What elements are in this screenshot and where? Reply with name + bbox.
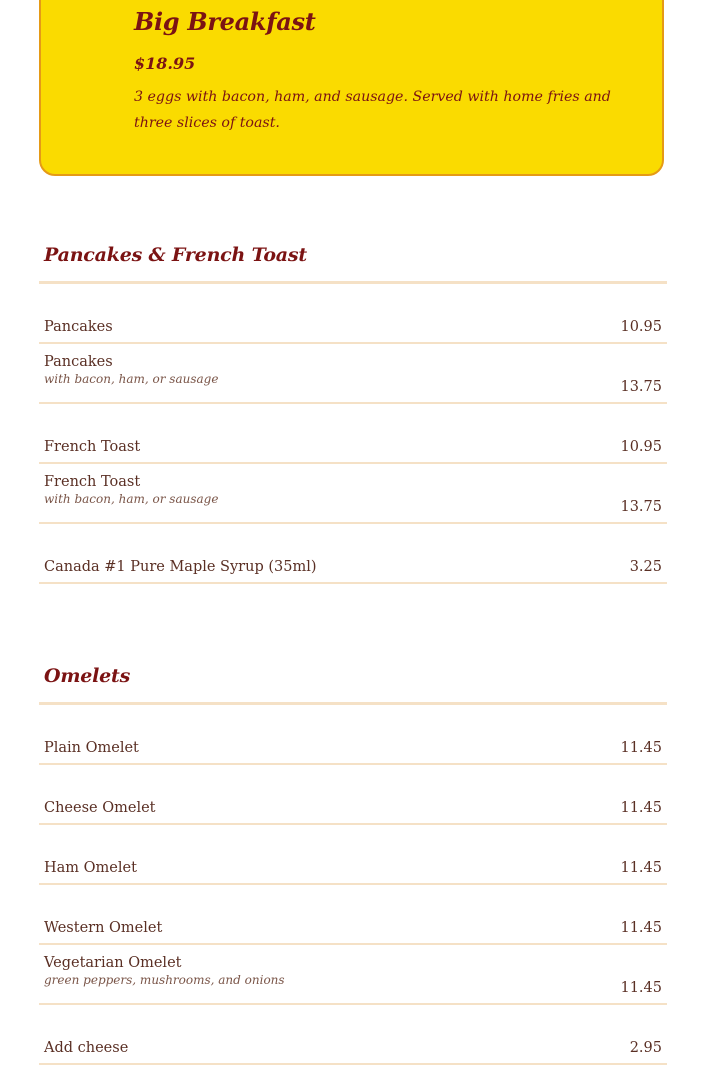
menu-item-price: 11.45 xyxy=(620,860,662,876)
menu-item-name: Ham Omelet xyxy=(44,860,137,876)
menu-item-name: Pancakes xyxy=(44,354,113,370)
menu-item-pancakes xyxy=(39,284,667,344)
featured-item-price: $18.95 xyxy=(134,54,196,73)
section-title-pancakes-french-toast: Pancakes & French Toast xyxy=(44,244,307,266)
menu-item-name: Add cheese xyxy=(44,1040,129,1056)
menu-item-price: 2.95 xyxy=(629,1040,662,1056)
menu-item-add-cheese xyxy=(39,1005,667,1065)
menu-item-price: 13.75 xyxy=(620,379,662,395)
menu-item-name: Plain Omelet xyxy=(44,740,139,756)
menu-item-price: 3.25 xyxy=(629,559,662,575)
menu-item-name: Western Omelet xyxy=(44,920,163,936)
menu-item-name: French Toast xyxy=(44,439,141,455)
menu-item-price: 10.95 xyxy=(620,319,662,335)
featured-item-card xyxy=(39,0,664,176)
menu-item-plain-omelet xyxy=(39,705,667,765)
menu-item-note: with bacon, ham, or sausage xyxy=(44,492,219,506)
menu-item-name: Vegetarian Omelet xyxy=(44,955,182,971)
menu-item-french-toast-with-meat xyxy=(39,464,667,524)
menu-item-note: green peppers, mushrooms, and onions xyxy=(44,973,285,987)
menu-item-name: Canada #1 Pure Maple Syrup (35ml) xyxy=(44,559,317,575)
section-title-omelets: Omelets xyxy=(44,665,131,687)
menu-item-french-toast xyxy=(39,404,667,464)
menu-item-price: 11.45 xyxy=(620,920,662,936)
menu-item-price: 13.75 xyxy=(620,499,662,515)
menu-item-cheese-omelet xyxy=(39,765,667,825)
menu-item-maple-syrup xyxy=(39,524,667,584)
menu-item-name: Cheese Omelet xyxy=(44,800,156,816)
menu-item-pancakes-with-meat xyxy=(39,344,667,404)
menu-item-name: French Toast xyxy=(44,474,141,490)
menu-item-western-omelet xyxy=(39,885,667,945)
menu-item-price: 11.45 xyxy=(620,980,662,996)
menu-item-name: Pancakes xyxy=(44,319,113,335)
menu-item-note: with bacon, ham, or sausage xyxy=(44,372,219,386)
featured-item-description: 3 eggs with bacon, ham, and sausage. Served with home fries and three slices of toast. xyxy=(134,89,611,131)
menu-item-price: 10.95 xyxy=(620,439,662,455)
menu-item-ham-omelet xyxy=(39,825,667,885)
menu-item-price: 11.45 xyxy=(620,800,662,816)
menu-item-price: 11.45 xyxy=(620,740,662,756)
featured-item-title: Big Breakfast xyxy=(134,7,316,36)
menu-item-vegetarian-omelet xyxy=(39,945,667,1005)
